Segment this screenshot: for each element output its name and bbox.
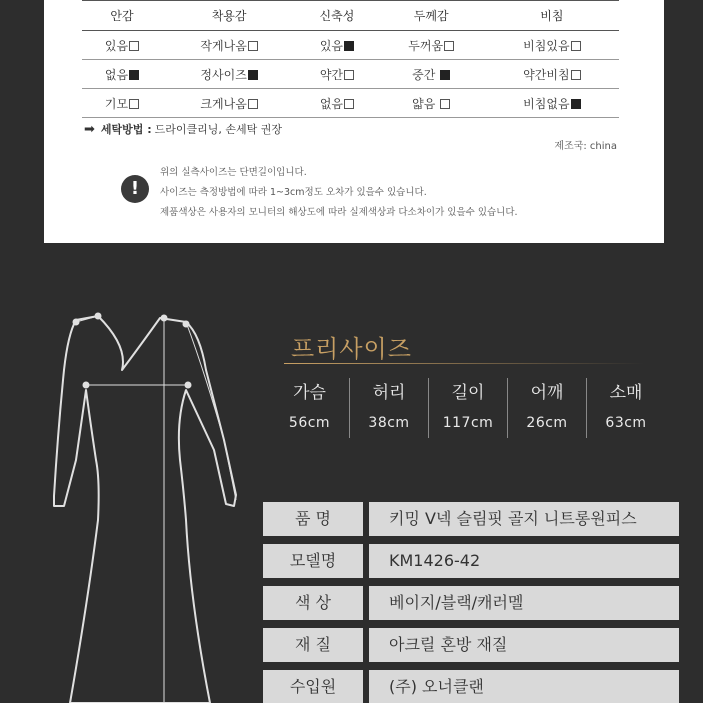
size-column	[586, 378, 665, 438]
attribute-cell: 비침있음	[485, 31, 619, 60]
spec-key: 수입원	[263, 670, 363, 703]
attribute-cell: 있음	[82, 31, 162, 60]
attribute-cell: 얇음	[378, 89, 485, 118]
size-label: 가슴	[293, 383, 326, 403]
size-value: 56cm	[288, 415, 331, 431]
size-label: 소매	[609, 383, 643, 403]
wash-method	[84, 121, 282, 137]
notice-line: 사이즈는 측정방법에 따라 1~3cm정도 오차가 있을수 있습니다.	[160, 187, 427, 198]
size-label: 허리	[372, 383, 406, 403]
attribute-cell: 작게나옴	[162, 31, 296, 60]
size-title: 프리사이즈	[291, 335, 412, 363]
notice-line: 위의 실측사이즈는 단면길이입니다.	[160, 167, 307, 178]
attributes-row	[82, 31, 619, 60]
attribute-cell: 약간비침	[485, 60, 619, 89]
attribute-cell: 크게나옴	[162, 89, 296, 118]
attribute-cell: 약간	[296, 60, 377, 89]
spec-value: 키밍 V넥 슬림핏 골지 니트롱원피스	[369, 502, 679, 536]
country-of-origin: 제조국: china	[554, 141, 617, 152]
checkbox-icon	[129, 99, 139, 109]
attribute-cell: 비침없음	[485, 89, 619, 118]
checked-box-icon	[571, 99, 581, 109]
wash-method-label: 세탁방법 :	[100, 123, 152, 136]
checked-box-icon	[129, 70, 139, 80]
spec-row-color	[263, 586, 679, 620]
size-value: 117cm	[442, 415, 494, 431]
spec-key: 모델명	[263, 544, 363, 578]
measure-point	[95, 313, 102, 320]
spec-row-model	[263, 544, 679, 578]
checked-box-icon	[344, 41, 354, 51]
sleeve-measure-line	[186, 322, 236, 500]
wash-method-text: 드라이클리닝, 손세탁 권장	[154, 123, 283, 136]
attribute-cell: 없음	[296, 89, 377, 118]
spec-key: 품 명	[263, 502, 363, 536]
measure-point	[83, 382, 90, 389]
checkbox-icon	[440, 99, 450, 109]
attribute-cell: 기모	[82, 89, 162, 118]
spec-value: 베이지/블랙/캐러멜	[369, 586, 679, 620]
size-value: 38cm	[368, 415, 410, 431]
size-label: 길이	[451, 383, 485, 403]
attributes-row	[82, 89, 619, 118]
size-column	[507, 378, 586, 438]
spec-value: 아크릴 혼방 재질	[369, 628, 679, 662]
exclamation-icon: !	[121, 175, 149, 203]
checkbox-icon	[571, 41, 581, 51]
checkbox-icon	[571, 70, 581, 80]
checked-box-icon	[440, 70, 450, 80]
spec-key: 재 질	[263, 628, 363, 662]
header-lining: 안감	[82, 1, 162, 31]
dress-silhouette-illustration	[40, 310, 250, 703]
header-stretch: 신축성	[296, 1, 377, 31]
notice-line: 제품색상은 사용자의 모니터의 해상도에 따라 실제색상과 다소차이가 있을수 있습니다.	[160, 207, 518, 218]
size-value: 26cm	[526, 415, 568, 431]
attribute-cell: 없음	[82, 60, 162, 89]
spec-row-importer	[263, 670, 679, 703]
spec-row-material	[263, 628, 679, 662]
attribute-cell: 정사이즈	[162, 60, 296, 89]
measure-point	[183, 321, 190, 328]
size-column	[270, 378, 349, 438]
checkbox-icon	[248, 41, 258, 51]
attribute-cell: 중간	[378, 60, 485, 89]
measure-point	[185, 382, 192, 389]
size-column	[349, 378, 428, 438]
spec-value: (주) 오너클랜	[369, 670, 679, 703]
attribute-cell: 두꺼움	[378, 31, 485, 60]
checkbox-icon	[344, 70, 354, 80]
checkbox-icon	[444, 41, 454, 51]
size-column	[428, 378, 507, 438]
checked-box-icon	[248, 70, 258, 80]
header-sheerness: 비침	[485, 1, 619, 31]
fabric-attributes-table	[82, 0, 619, 118]
arrow-right-icon: ➡	[84, 121, 95, 137]
attributes-row	[82, 60, 619, 89]
attributes-header-row	[82, 1, 619, 31]
measure-point	[161, 315, 168, 322]
attribute-cell: 있음	[296, 31, 377, 60]
header-thickness: 두께감	[378, 1, 485, 31]
checkbox-icon	[248, 99, 258, 109]
checkbox-icon	[344, 99, 354, 109]
dress-outline	[54, 316, 236, 703]
notice-text	[160, 163, 518, 223]
spec-key: 색 상	[263, 586, 363, 620]
spec-row-product-name	[263, 502, 679, 536]
header-fit: 착용감	[162, 1, 296, 31]
size-measurements	[270, 378, 665, 438]
spec-value: KM1426-42	[369, 544, 679, 578]
size-label: 어깨	[530, 383, 564, 403]
measure-point	[73, 319, 80, 326]
checkbox-icon	[129, 41, 139, 51]
title-divider	[284, 363, 644, 364]
size-value: 63cm	[605, 415, 647, 431]
